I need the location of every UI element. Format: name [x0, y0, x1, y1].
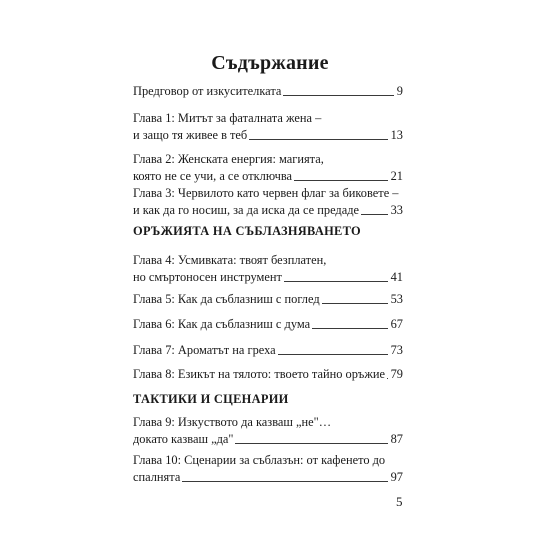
toc-entry-title-line2: която не се учи, а се отключва	[133, 169, 293, 183]
toc-entry-title-line2: и защо тя живее в теб	[133, 128, 248, 142]
toc-row	[133, 83, 403, 100]
toc-entry-preface[interactable]	[133, 83, 403, 100]
toc-entry-title-line2: докато казваш „да"	[133, 432, 234, 446]
toc-row	[133, 366, 403, 383]
toc-row	[133, 168, 403, 185]
toc-entry-title-line1: Глава 1: Митът за фаталната жена –	[133, 111, 322, 125]
toc-page-number: 13	[390, 128, 403, 142]
toc-entry-chapter-7[interactable]	[133, 342, 403, 359]
toc-entry-title-line2: спалнята	[133, 470, 181, 484]
toc-row	[133, 127, 403, 144]
dot-leader	[294, 179, 388, 181]
toc-row	[133, 316, 403, 333]
page-number: 5	[396, 494, 403, 509]
toc-entry-chapter-8[interactable]	[133, 366, 403, 383]
toc-entry-title-line1: Глава 4: Усмивката: твоят безплатен,	[133, 253, 327, 267]
toc-page-number: 9	[396, 84, 403, 98]
toc-entry-chapter-4[interactable]	[133, 252, 403, 286]
dot-leader	[312, 327, 387, 329]
dot-leader	[361, 213, 388, 215]
toc-row	[133, 469, 403, 486]
dot-leader	[283, 94, 393, 96]
toc-entry-chapter-6[interactable]	[133, 316, 403, 333]
toc-entry-chapter-5[interactable]	[133, 291, 403, 308]
toc-page-number: 67	[390, 317, 403, 331]
dot-leader	[322, 302, 388, 304]
toc-entry-title-line1: Глава 9: Изкуството да казваш „не"…	[133, 415, 332, 429]
toc-row	[133, 291, 403, 308]
toc-page-number: 87	[390, 432, 403, 446]
toc-entry-chapter-10[interactable]	[133, 452, 403, 486]
toc-entry-title: Глава 6: Как да съблазниш с дума	[133, 317, 311, 331]
toc-page-number: 97	[390, 470, 403, 484]
page-title: Съдържание	[211, 52, 329, 74]
toc-entry-title: Глава 5: Как да съблазниш с поглед	[133, 292, 320, 306]
toc-entry-title-line2: но смъртоносен инструмент	[133, 270, 282, 284]
dot-leader	[387, 377, 388, 379]
toc-entry-title: Глава 8: Езикът на тялото: твоето тайно оръжие	[133, 367, 386, 381]
toc-entry-chapter-9[interactable]	[133, 414, 403, 448]
toc-row	[133, 202, 403, 219]
toc-entry-title: Глава 7: Ароматът на греха	[133, 343, 276, 357]
toc-entry-title-line2: и как да го носиш, за да иска да се предаде	[133, 203, 360, 217]
toc-entry-title-line1: Глава 2: Женската енергия: магията,	[133, 152, 324, 166]
toc-entry-chapter-1[interactable]	[133, 110, 403, 144]
dot-leader	[235, 442, 387, 444]
dot-leader	[278, 353, 388, 355]
section-heading-weapons: ОРЪЖИЯТА НА СЪБЛАЗНЯВАНЕТО	[133, 224, 361, 238]
toc-page-number: 73	[390, 343, 403, 357]
dot-leader	[249, 138, 387, 140]
section-heading-tactics: ТАКТИКИ И СЦЕНАРИИ	[133, 392, 289, 406]
toc-page-number: 79	[390, 367, 403, 381]
toc-page-number: 33	[390, 203, 403, 217]
toc-entry-title-line1: Глава 10: Сценарии за съблазън: от кафенето до	[133, 453, 386, 467]
toc-entry-title: Предговор от изкусителката	[133, 84, 282, 98]
toc-page-number: 53	[390, 292, 403, 306]
toc-row	[133, 431, 403, 448]
dot-leader	[284, 280, 388, 282]
toc-page-number: 41	[390, 270, 403, 284]
toc-entry-title-line1: Глава 3: Червилото като червен флаг за биковете –	[133, 186, 399, 200]
toc-entry-chapter-2[interactable]	[133, 151, 403, 185]
toc-row	[133, 269, 403, 286]
toc-entry-chapter-3[interactable]	[133, 185, 403, 219]
toc-row	[133, 342, 403, 359]
toc-page-number: 21	[390, 169, 403, 183]
dot-leader	[182, 480, 387, 482]
